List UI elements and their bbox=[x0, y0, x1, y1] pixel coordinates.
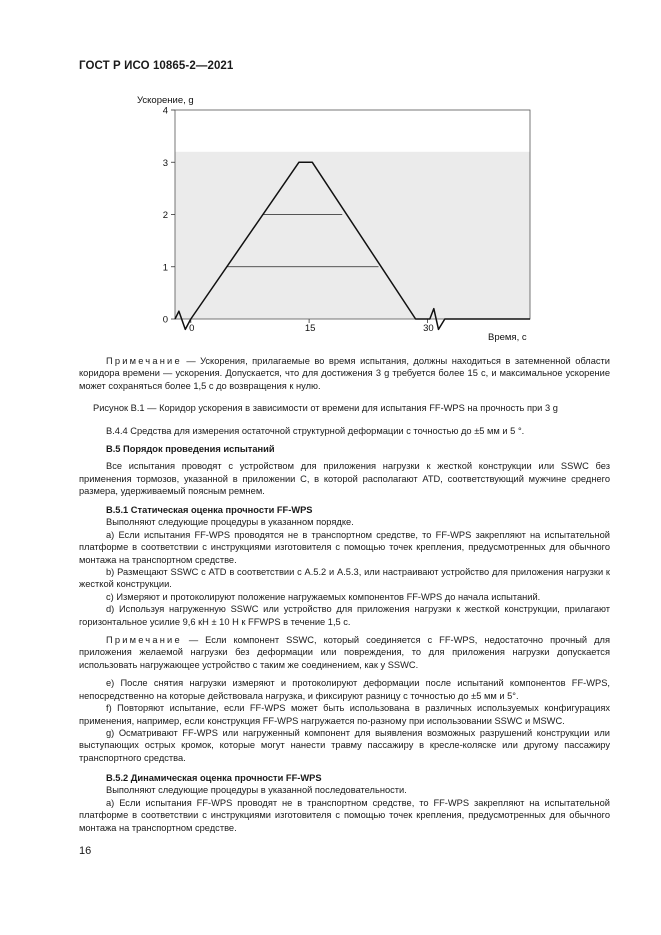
y-tick-label: 0 bbox=[162, 314, 168, 326]
b51-note-text: — Если компонент SSWC, который соединяется с FF-WPS, недостаточно прочный для приложения желаемой нагрузки без деформации или повреждения, то для приложения нагрузки допускается использовать нагружающее устройство с таким же соединением, как у SSWC. bbox=[79, 635, 611, 670]
x-tick-label: 30 bbox=[423, 323, 434, 334]
b52-intro: Выполняют следующие процедуры в указанной последовательности. bbox=[106, 785, 407, 796]
b51-item-e: e) После снятия нагрузки измеряют и протоколируют деформации после испытаний компонентов FF-WPS, непосредственно на которые действовала нагрузка, и фиксируют разницу с точностью до ±5 мм и 5°. bbox=[79, 678, 610, 701]
x-tick-label: 0 bbox=[189, 323, 195, 334]
b44-text: В.4.4 Средства для измерения остаточной структурной деформации с точностью до ±5 мм и 5 °. bbox=[106, 426, 525, 436]
note-text: — Ускорения, прилагаемые во время испытания, должны находиться в затемненной области коридора времени — ускорения. Допускается, что для достижения 3 g требуется более 15 с, и максимальное ускорение может сохраняться более 1,5 с до возвращения к нулю. bbox=[79, 356, 610, 391]
b52-item-a: а) Если испытания FF-WPS проводят не в транспортном средстве, то FF-WPS закрепляют на испытательной платформе в соответствии с инструкциями изготовителя с помощью точек крепления, предусмотренных для обычного монтажа на транспортном средстве. bbox=[79, 797, 610, 833]
b52-title: В.5.2 Динамическая оценка прочности FF-WPS bbox=[106, 773, 322, 783]
shaded-corridor bbox=[175, 152, 530, 319]
note-label: Примечание bbox=[106, 356, 182, 366]
b51-item-c: c) Измеряют и протоколируют положение нагружаемых компонентов FF-WPS до начала испытаний. bbox=[106, 591, 541, 602]
x-axis-label: Время, с bbox=[488, 332, 527, 343]
acceleration-corridor-chart bbox=[0, 0, 661, 350]
b51-note-label: Примечание bbox=[106, 635, 182, 646]
page-number: 16 bbox=[79, 845, 92, 857]
b5-text: Все испытания проводят с устройством для приложения нагрузки к жесткой конструкции или SSWC без применения тормозов, указанной в приложении С, в которой располагают ATD, соответствующий мужчине среднего размера, удерживаемый поясным ремнем. bbox=[79, 461, 610, 497]
x-axis-ticks bbox=[189, 319, 434, 334]
b51-item-a: а) Если испытания FF-WPS проводятся не в транспортном средстве, то FF-WPS закрепляют на испытательной платформе в соответствии с инструкциями изготовителя с помощью точек крепления, предусмотренных для обычного монтажа на транспортном средстве. bbox=[79, 529, 610, 565]
document-header: ГОСТ Р ИСО 10865-2—2021 bbox=[79, 60, 234, 72]
figure-note bbox=[79, 355, 610, 392]
y-tick-label: 1 bbox=[162, 262, 168, 274]
b51-intro: Выполняют следующие процедуры в указанном порядке. bbox=[106, 517, 354, 528]
x-tick-label: 15 bbox=[304, 323, 316, 334]
y-axis-label: Ускорение, g bbox=[137, 95, 194, 106]
b5-title: В.5 Порядок проведения испытаний bbox=[106, 444, 275, 454]
section-b44 bbox=[79, 425, 610, 437]
figure-caption: Рисунок В.1 — Коридор ускорения в зависимости от времени для испытания FF-WPS на прочность при 3 g bbox=[93, 403, 558, 413]
y-tick-label: 4 bbox=[162, 105, 168, 117]
section-b5 bbox=[79, 443, 610, 498]
section-b51 bbox=[79, 504, 610, 764]
b51-item-b: b) Размещают SSWC с ATD в соответствии с А.5.2 и А.5.3, или настраивают устройство для приложения нагрузки к жесткой конструкции. bbox=[79, 567, 610, 590]
section-b52 bbox=[79, 772, 610, 834]
b51-title: В.5.1 Статическая оценка прочности FF-WPS bbox=[106, 505, 313, 515]
b51-item-g: g) Осматривают FF-WPS или нагруженный компонент для выявления возможных разрушений конструкции или выступающих острых кромок, которые могут нанести травму пассажиру в кресле-коляске или другому пассажиру транспортного средства. bbox=[79, 727, 610, 763]
y-tick-label: 2 bbox=[162, 210, 168, 221]
y-tick-label: 3 bbox=[162, 157, 168, 169]
b51-note bbox=[79, 634, 610, 671]
y-axis-ticks bbox=[163, 106, 175, 326]
b51-item-d: d) Используя нагруженную SSWC или устройство для приложения нагрузки к жесткой конструкции, прилагают горизонтальное усилие 9,6 кН ± 10 Н к FFWPS в течение 1,5 с. bbox=[79, 604, 610, 627]
b51-item-f: f) Повторяют испытание, если FF-WPS может быть использована в различных используемых конфигурациях применения, например, если конструкция FF-WPS нагружается по-разному при использовании SSWC и MSWC. bbox=[79, 703, 610, 726]
